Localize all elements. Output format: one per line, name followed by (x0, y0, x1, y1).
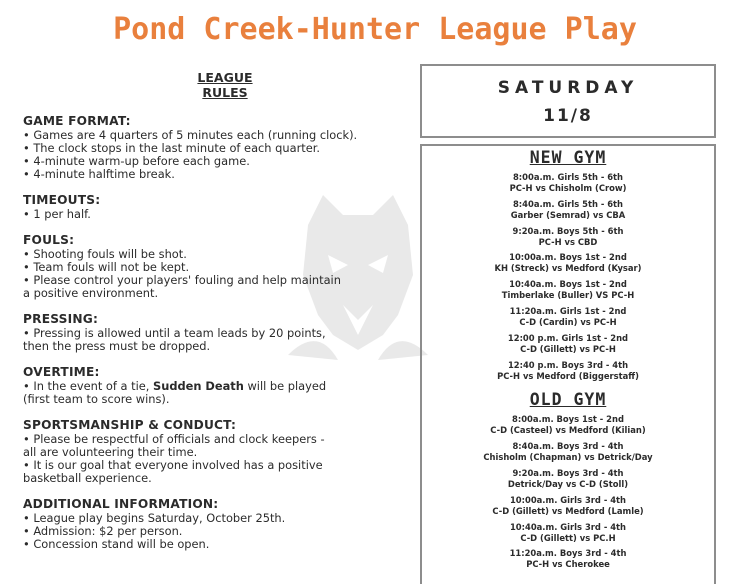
game-entry (422, 306, 714, 328)
league-rules-heading (160, 70, 290, 100)
rule-line: basketball experience. (23, 471, 152, 485)
section-title: PRESSING: (23, 312, 99, 326)
rules-section-additional-info (23, 497, 415, 551)
game-entry (422, 279, 714, 301)
game-matchup: C-D (Gillett) vs PC-H (520, 343, 616, 354)
rule-line: • 1 per half. (23, 207, 91, 221)
game-time: 8:40a.m. Girls 5th - 6th (512, 198, 624, 209)
rule-line: • It is our goal that everyone involved has a positive (23, 458, 323, 472)
game-matchup: Chisholm (Chapman) vs Detrick/Day (483, 452, 653, 463)
game-time: 10:00a.m. Boys 1st - 2nd (509, 252, 627, 263)
game-entry (422, 414, 714, 436)
schedule-day-box (420, 64, 716, 138)
rule-line: then the press must be dropped. (23, 339, 211, 353)
game-matchup: C-D (Cardin) vs PC-H (519, 316, 617, 327)
game-matchup: Detrick/Day vs C-D (Stoll) (507, 478, 629, 489)
game-entry (422, 172, 714, 194)
game-entry (422, 468, 714, 490)
rule-line: • The clock stops in the last minute of each quarter. (23, 141, 320, 155)
rule-line: • 4-minute halftime break. (23, 167, 175, 181)
game-time: 8:40a.m. Boys 3rd - 4th (512, 441, 624, 452)
game-matchup: PC-H vs Cherokee (526, 559, 610, 570)
game-schedule (420, 144, 716, 584)
game-matchup: KH (Streck) vs Medford (Kysar) (494, 263, 642, 274)
game-matchup: PC-H vs CBD (538, 236, 598, 247)
day-name: SATURDAY (497, 78, 639, 98)
page-title: Pond Creek-Hunter League Play (113, 12, 637, 47)
game-entry (422, 333, 714, 355)
game-time: 9:20a.m. Boys 3rd - 4th (512, 467, 624, 478)
section-title: GAME FORMAT: (23, 114, 131, 128)
section-title: SPORTSMANSHIP & CONDUCT: (23, 418, 237, 432)
game-time: 8:00a.m. Boys 1st - 2nd (512, 414, 624, 425)
rule-line: all are volunteering their time. (23, 445, 198, 459)
rule-line: • Team fouls will not be kept. (23, 260, 190, 274)
rule-line: • Concession stand will be open. (23, 537, 210, 551)
game-matchup: Timberlake (Buller) VS PC-H (501, 290, 635, 301)
game-time: 10:00a.m. Girls 3rd - 4th (509, 494, 626, 505)
sudden-death-emphasis: Sudden Death (153, 379, 244, 393)
game-time: 11:20a.m. Girls 1st - 2nd (509, 305, 627, 316)
rules-heading-line2: RULES (202, 85, 248, 100)
rules-section-pressing (23, 312, 415, 353)
rule-line: • League play begins Saturday, October 25th. (23, 511, 286, 525)
rule-text: • In the event of a tie, (23, 379, 153, 393)
rule-line: • Please be respectful of officials and clock keepers - (23, 432, 325, 446)
rules-section-sportsmanship (23, 418, 415, 485)
section-title: FOULS: (23, 233, 75, 247)
rule-line: • Admission: $2 per person. (23, 524, 183, 538)
rule-line: • Shooting fouls will be shot. (23, 247, 187, 261)
game-time: 11:20a.m. Boys 3rd - 4th (509, 548, 627, 559)
game-time: 12:40 p.m. Boys 3rd - 4th (507, 359, 629, 370)
rule-line: a positive environment. (23, 286, 159, 300)
game-entry (422, 522, 714, 544)
rule-line: • Games are 4 quarters of 5 minutes each (running clock). (23, 128, 358, 142)
section-title: ADDITIONAL INFORMATION: (23, 497, 219, 511)
rules-section-game-format (23, 114, 415, 181)
game-entry (422, 495, 714, 517)
old-gym-title: OLD GYM (529, 390, 607, 410)
game-entry (422, 252, 714, 274)
game-entry (422, 199, 714, 221)
game-matchup: C-D (Gillett) vs PC.H (520, 532, 616, 543)
game-matchup: PC-H vs Medford (Biggerstaff) (497, 370, 639, 381)
game-matchup: C-D (Gillett) vs Medford (Lamle) (492, 505, 644, 516)
game-matchup: Garber (Semrad) vs CBA (510, 209, 626, 220)
game-entry (422, 226, 714, 248)
rule-line: • 4-minute warm-up before each game. (23, 154, 250, 168)
rule-text: will be played (243, 379, 327, 393)
rules-heading-line1: LEAGUE (197, 70, 253, 85)
game-matchup: C-D (Casteel) vs Medford (Kilian) (490, 425, 646, 436)
game-time: 8:00a.m. Girls 5th - 6th (512, 172, 624, 182)
game-time: 10:40a.m. Boys 1st - 2nd (509, 279, 627, 290)
game-entry (422, 360, 714, 382)
old-gym-games (422, 414, 714, 570)
rules-section-timeouts (23, 193, 415, 221)
new-gym-title: NEW GYM (529, 148, 607, 167)
game-entry (422, 548, 714, 570)
game-time: 12:00 p.m. Girls 1st - 2nd (507, 332, 629, 343)
day-date: 11/8 (543, 106, 593, 126)
rule-line: • Pressing is allowed until a team leads by 20 points, (23, 326, 326, 340)
new-gym-games (422, 172, 714, 382)
rules-section-overtime (23, 365, 415, 406)
game-time: 9:20a.m. Boys 5th - 6th (512, 225, 624, 236)
section-title: OVERTIME: (23, 365, 100, 379)
game-time: 10:40a.m. Girls 3rd - 4th (509, 521, 626, 532)
league-rules (23, 114, 415, 563)
rule-line: • Please control your players' fouling and help maintain (23, 273, 341, 287)
rules-section-fouls (23, 233, 415, 300)
game-matchup: PC-H vs Chisholm (Crow) (509, 183, 627, 193)
rule-line: (first team to score wins). (23, 392, 170, 406)
section-title: TIMEOUTS: (23, 193, 101, 207)
game-entry (422, 441, 714, 463)
